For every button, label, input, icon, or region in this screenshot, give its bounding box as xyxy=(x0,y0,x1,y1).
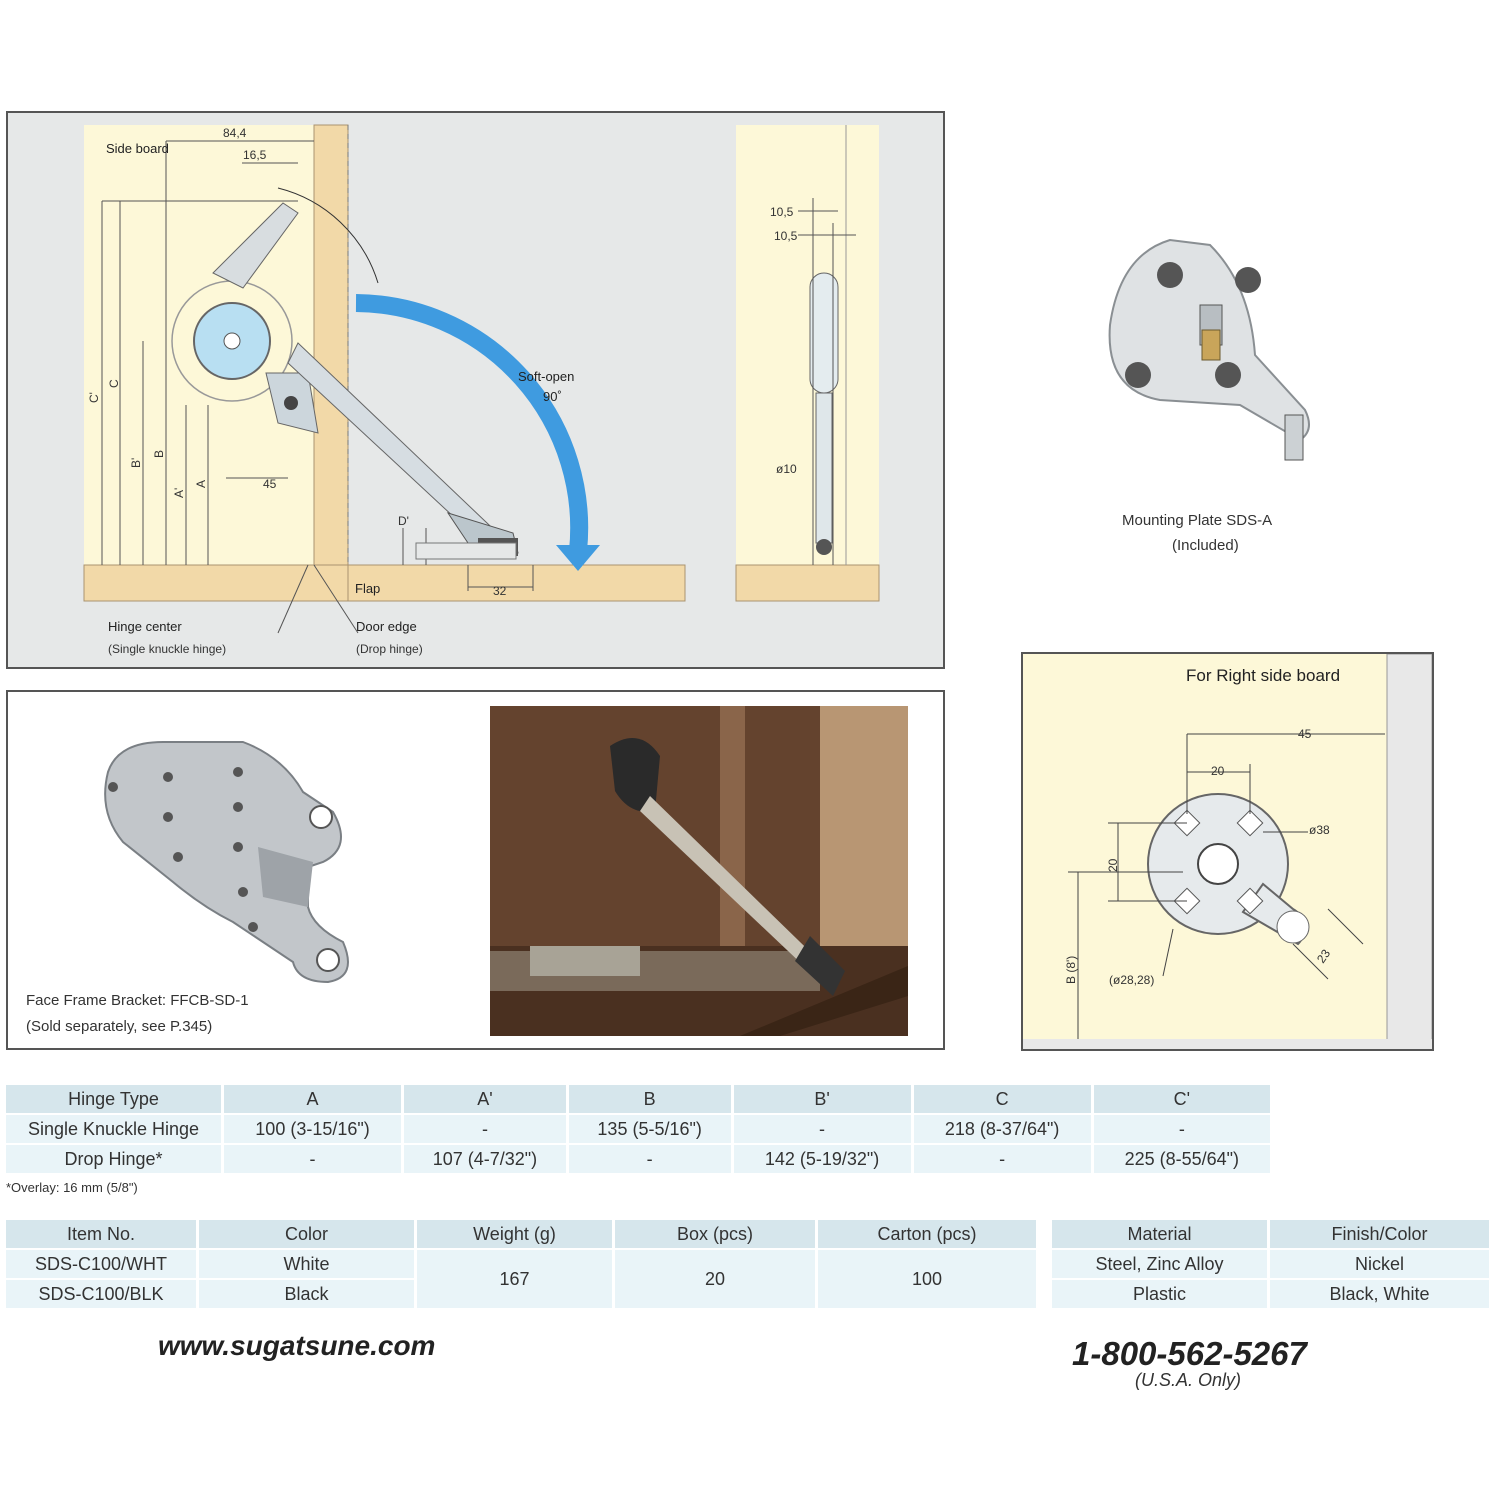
hinge-cell: 107 (4-7/32") xyxy=(403,1144,568,1173)
hinge-header-c: C xyxy=(912,1085,1092,1114)
hinge-cell: 225 (8-55/64") xyxy=(1092,1144,1270,1173)
dim-84-4: 84,4 xyxy=(223,126,247,140)
side-dim-top: 10,5 xyxy=(770,205,794,219)
hinge-cell: 100 (3-15/16") xyxy=(223,1114,403,1144)
axis-c-prime: C' xyxy=(87,392,101,403)
hinge-cell: Single Knuckle Hinge xyxy=(6,1114,223,1144)
right-dim-23: 23 xyxy=(1313,946,1334,966)
label-soft-open-angle: 90˚ xyxy=(543,389,562,404)
box-cell: 20 xyxy=(614,1249,817,1308)
table-row xyxy=(6,1249,1036,1279)
hinge-header-a: A xyxy=(223,1085,403,1114)
right-dim-dia2828: (ø28,28) xyxy=(1109,973,1155,987)
label-hinge-center-sub: (Single knuckle hinge) xyxy=(108,642,227,656)
table-row xyxy=(1052,1249,1489,1279)
right-side-board-panel xyxy=(1021,652,1434,1051)
right-dim-20-left: 20 xyxy=(1106,858,1120,872)
bracket-note: (Sold separately, see P.345) xyxy=(26,1018,213,1035)
hinge-cell: - xyxy=(912,1144,1092,1173)
hinge-cell: - xyxy=(732,1114,912,1144)
dim-d: D' xyxy=(398,514,409,528)
material-header-material: Material xyxy=(1052,1220,1269,1249)
label-door-edge-sub: (Drop hinge) xyxy=(356,642,423,656)
right-dim-45: 45 xyxy=(1298,727,1312,741)
bracket-panel xyxy=(6,690,945,1050)
material-table-header xyxy=(1052,1220,1489,1249)
side-view xyxy=(736,125,879,601)
hinge-header-b: B xyxy=(567,1085,732,1114)
mounting-plate-image xyxy=(1090,230,1330,470)
axis-a: A xyxy=(194,479,208,488)
dim-45: 45 xyxy=(263,477,277,491)
overlay-footnote: *Overlay: 16 mm (5/8") xyxy=(6,1180,138,1195)
axis-b: B xyxy=(152,449,166,458)
right-side-board-diagram xyxy=(1023,654,1432,1049)
finish-cell: Black, White xyxy=(1269,1279,1490,1308)
hinge-header-type: Hinge Type xyxy=(6,1085,223,1114)
label-flap: Flap xyxy=(355,581,381,596)
hinge-cell: 218 (8-37/64") xyxy=(912,1114,1092,1144)
side-dim-dia: ø10 xyxy=(776,462,797,476)
item-header-carton: Carton (pcs) xyxy=(817,1220,1037,1249)
color-cell: White xyxy=(198,1249,416,1279)
hinge-header-a-prime: A' xyxy=(403,1085,568,1114)
hinge-header-c-prime: C' xyxy=(1092,1085,1270,1114)
dim-32: 32 xyxy=(493,584,507,598)
label-hinge-center: Hinge center xyxy=(108,619,182,634)
item-header-box: Box (pcs) xyxy=(614,1220,817,1249)
installed-product-photo xyxy=(490,706,908,1036)
hinge-table-header xyxy=(6,1085,1270,1114)
item-header-item-no: Item No. xyxy=(6,1220,198,1249)
table-row xyxy=(1052,1279,1489,1308)
material-cell: Plastic xyxy=(1052,1279,1269,1308)
side-dim-second: 10,5 xyxy=(774,229,798,243)
item-no-cell: SDS-C100/WHT xyxy=(6,1249,198,1279)
right-dim-20-top: 20 xyxy=(1211,764,1225,778)
installation-diagram-panel xyxy=(6,111,945,669)
label-side-board: Side board xyxy=(106,141,169,156)
material-cell: Steel, Zinc Alloy xyxy=(1052,1249,1269,1279)
right-side-title: For Right side board xyxy=(1186,666,1341,685)
hinge-cell: 135 (5-5/16") xyxy=(567,1114,732,1144)
hinge-header-b-prime: B' xyxy=(732,1085,912,1114)
item-table-header xyxy=(6,1220,1036,1249)
hinge-cell: - xyxy=(403,1114,568,1144)
website-url[interactable]: www.sugatsune.com xyxy=(158,1330,436,1361)
label-door-edge: Door edge xyxy=(356,619,417,634)
item-table xyxy=(6,1220,1036,1308)
mounting-plate-name: Mounting Plate SDS-A xyxy=(1122,512,1273,529)
material-header-finish: Finish/Color xyxy=(1269,1220,1490,1249)
hinge-cell: Drop Hinge* xyxy=(6,1144,223,1173)
axis-b-prime: B' xyxy=(129,457,143,468)
right-dim-dia38: ø38 xyxy=(1309,823,1330,837)
carton-cell: 100 xyxy=(817,1249,1037,1308)
item-no-cell: SDS-C100/BLK xyxy=(6,1279,198,1308)
hinge-cell: - xyxy=(223,1144,403,1173)
bracket-name: Face Frame Bracket: FFCB-SD-1 xyxy=(26,992,249,1009)
face-frame-bracket-image xyxy=(83,732,383,992)
hinge-cell: 142 (5-19/32") xyxy=(732,1144,912,1173)
weight-cell: 167 xyxy=(416,1249,614,1308)
flap-board xyxy=(348,565,685,601)
axis-c: C xyxy=(107,379,121,388)
dim-16-5: 16,5 xyxy=(243,148,267,162)
color-cell: Black xyxy=(198,1279,416,1308)
finish-cell: Nickel xyxy=(1269,1249,1490,1279)
right-dim-b8: B (8') xyxy=(1064,955,1078,984)
table-row xyxy=(6,1114,1270,1144)
installation-diagram xyxy=(8,113,943,667)
item-header-weight: Weight (g) xyxy=(416,1220,614,1249)
axis-a-prime: A' xyxy=(172,487,186,498)
material-table xyxy=(1052,1220,1489,1308)
phone-region-note: (U.S.A. Only) xyxy=(1135,1370,1242,1390)
hinge-cell: - xyxy=(567,1144,732,1173)
hinge-dimension-table xyxy=(6,1085,1270,1173)
phone-number: 1-800-562-5267 xyxy=(1072,1335,1307,1372)
bottom-board xyxy=(84,565,348,601)
hinge-cell: - xyxy=(1092,1114,1270,1144)
mounting-plate-note: (Included) xyxy=(1172,537,1239,554)
table-row xyxy=(6,1144,1270,1173)
side-board xyxy=(314,125,348,570)
item-header-color: Color xyxy=(198,1220,416,1249)
label-soft-open: Soft-open xyxy=(518,369,575,384)
